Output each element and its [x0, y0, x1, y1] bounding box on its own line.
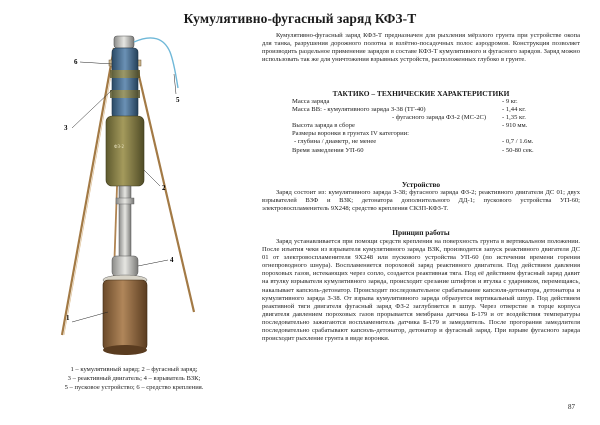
spec-row: Масса заряда - 9 кг. [292, 98, 518, 105]
rocket-engine [112, 48, 138, 118]
callout-3: 3 [64, 124, 68, 132]
launch-device [114, 36, 134, 48]
cumulative-charge [103, 280, 147, 350]
page-number: 87 [568, 403, 575, 411]
spec-row: - глубина / диаметр, не менее - 0,7 / 1.6м. [294, 138, 534, 146]
fugas-charge [106, 116, 144, 186]
device-paragraph: Заряд состоит из: кумулятивного заряда З-38; фугасного заряда ФЗ-2; реактивного двигателя ДС 01; двух взрывателей ВЗФ и ВЗК; детонатора дополнительного ДД-1; пускового устройства УП-60; электровоспламенитель 9Х248; средство крепления СКЗП-КФЗ-Т. [262, 189, 580, 213]
specs-heading: ТАКТИКО – ТЕХНИЧЕСКИЕ ХАРАКТЕРИСТИКИ [332, 89, 510, 98]
spec-row: Размеры воронки в грунтах IV категории: [292, 130, 409, 138]
page-title: Кумулятивно-фугасный заряд КФЗ-Т [183, 11, 417, 26]
specs-table [292, 98, 572, 155]
device-heading: Устройство [401, 180, 441, 189]
spec-row: - фугасного заряда ФЗ-2 (МС-2С) - 1,35 кг. [392, 114, 526, 122]
spec-row: Масса ВВ: - кумулятивного заряда З-38 (ТГ-40) - 1,44 кг. [292, 106, 526, 114]
principle-paragraph: Заряд устанавливается при помощи средств крепления на поверхность грунта в вертикальном положении. После изъятия чеки из взрывателя кумулятивного заряда ВЗК, производится запуск реактивного двигателя ДС 01 от электровоспламенителя 9Х248 или пускового устройства УП-60 (по истечении времени горения огнепроводного шнура). Воспламеняется пороховой заряд реактивного двигателя. Под действием давления пороховых газов, истекающих через сопло, создается реактивная тяга. Под её действием фугасный заряд давит на втулку взрывателя кумулятивного заряда, происходит срезание штифтов и втулка с ударником, перемещаясь, накалывает капсюль-детонатор. Происходит последовательное срабатывание капсюля-детонатора, детонатора и кумулятивного заряда З-38. От взрыва кумулятивного заряда образуется вертикальный шпур. Под действием реактивной тяги двигателя фугасный заряд ФЗ-2 заглубляется в шпур. Через отверстие в торце корпуса двигателя давлением пороховых газов прорывается мембрана датчика Б-179 и от воздействия температуры последовательно зажигаются воспламенитель датчика Б-179 и замедлитель. После прогорания замедлителя последовательно срабатывают капсюль-детонатор, детонатор и фугасный заряд. При взрыве фугасного заряда происходит рыхление грунта в виде воронки. [262, 238, 580, 343]
principle-heading: Принцип работы [392, 228, 450, 237]
charge-illustration [52, 30, 232, 370]
callout-2: 2 [162, 184, 166, 192]
svg-text:ФЗ-2: ФЗ-2 [114, 144, 124, 149]
figure-caption: 1 – кумулятивный заряд; 2 – фугасный заряд; 3 – реактивный двигатель; 4 – взрыватель ВЗК; 5 – пусковое устройство; 6 – средство крепления. [64, 366, 204, 391]
callout-1: 1 [66, 314, 70, 322]
fuse-vzk [112, 256, 138, 276]
spec-row: Время замедления УП-60 - 50-80 сек. [292, 146, 534, 154]
spec-row: Высота заряда в сборе - 910 мм. [292, 122, 528, 130]
callout-6: 6 [74, 58, 78, 66]
callout-4: 4 [170, 256, 174, 264]
intro-paragraph: Кумулятивно-фугасный заряд КФЗ-Т предназначен для рыхления мёрзлого грунта при устройстве окопа для танка, разрушения дорожного полотна и взлётно-посадочных полос аэродромов. Конструкция позволяет производить раздельное применение зарядов в составе КФЗ-Т кумулятивного и фугасного зарядов. Заряд можно использовать так же для уничтожения взрывных устройств, расположенных глубоко в грунте. [262, 32, 580, 64]
callout-5: 5 [176, 96, 180, 104]
